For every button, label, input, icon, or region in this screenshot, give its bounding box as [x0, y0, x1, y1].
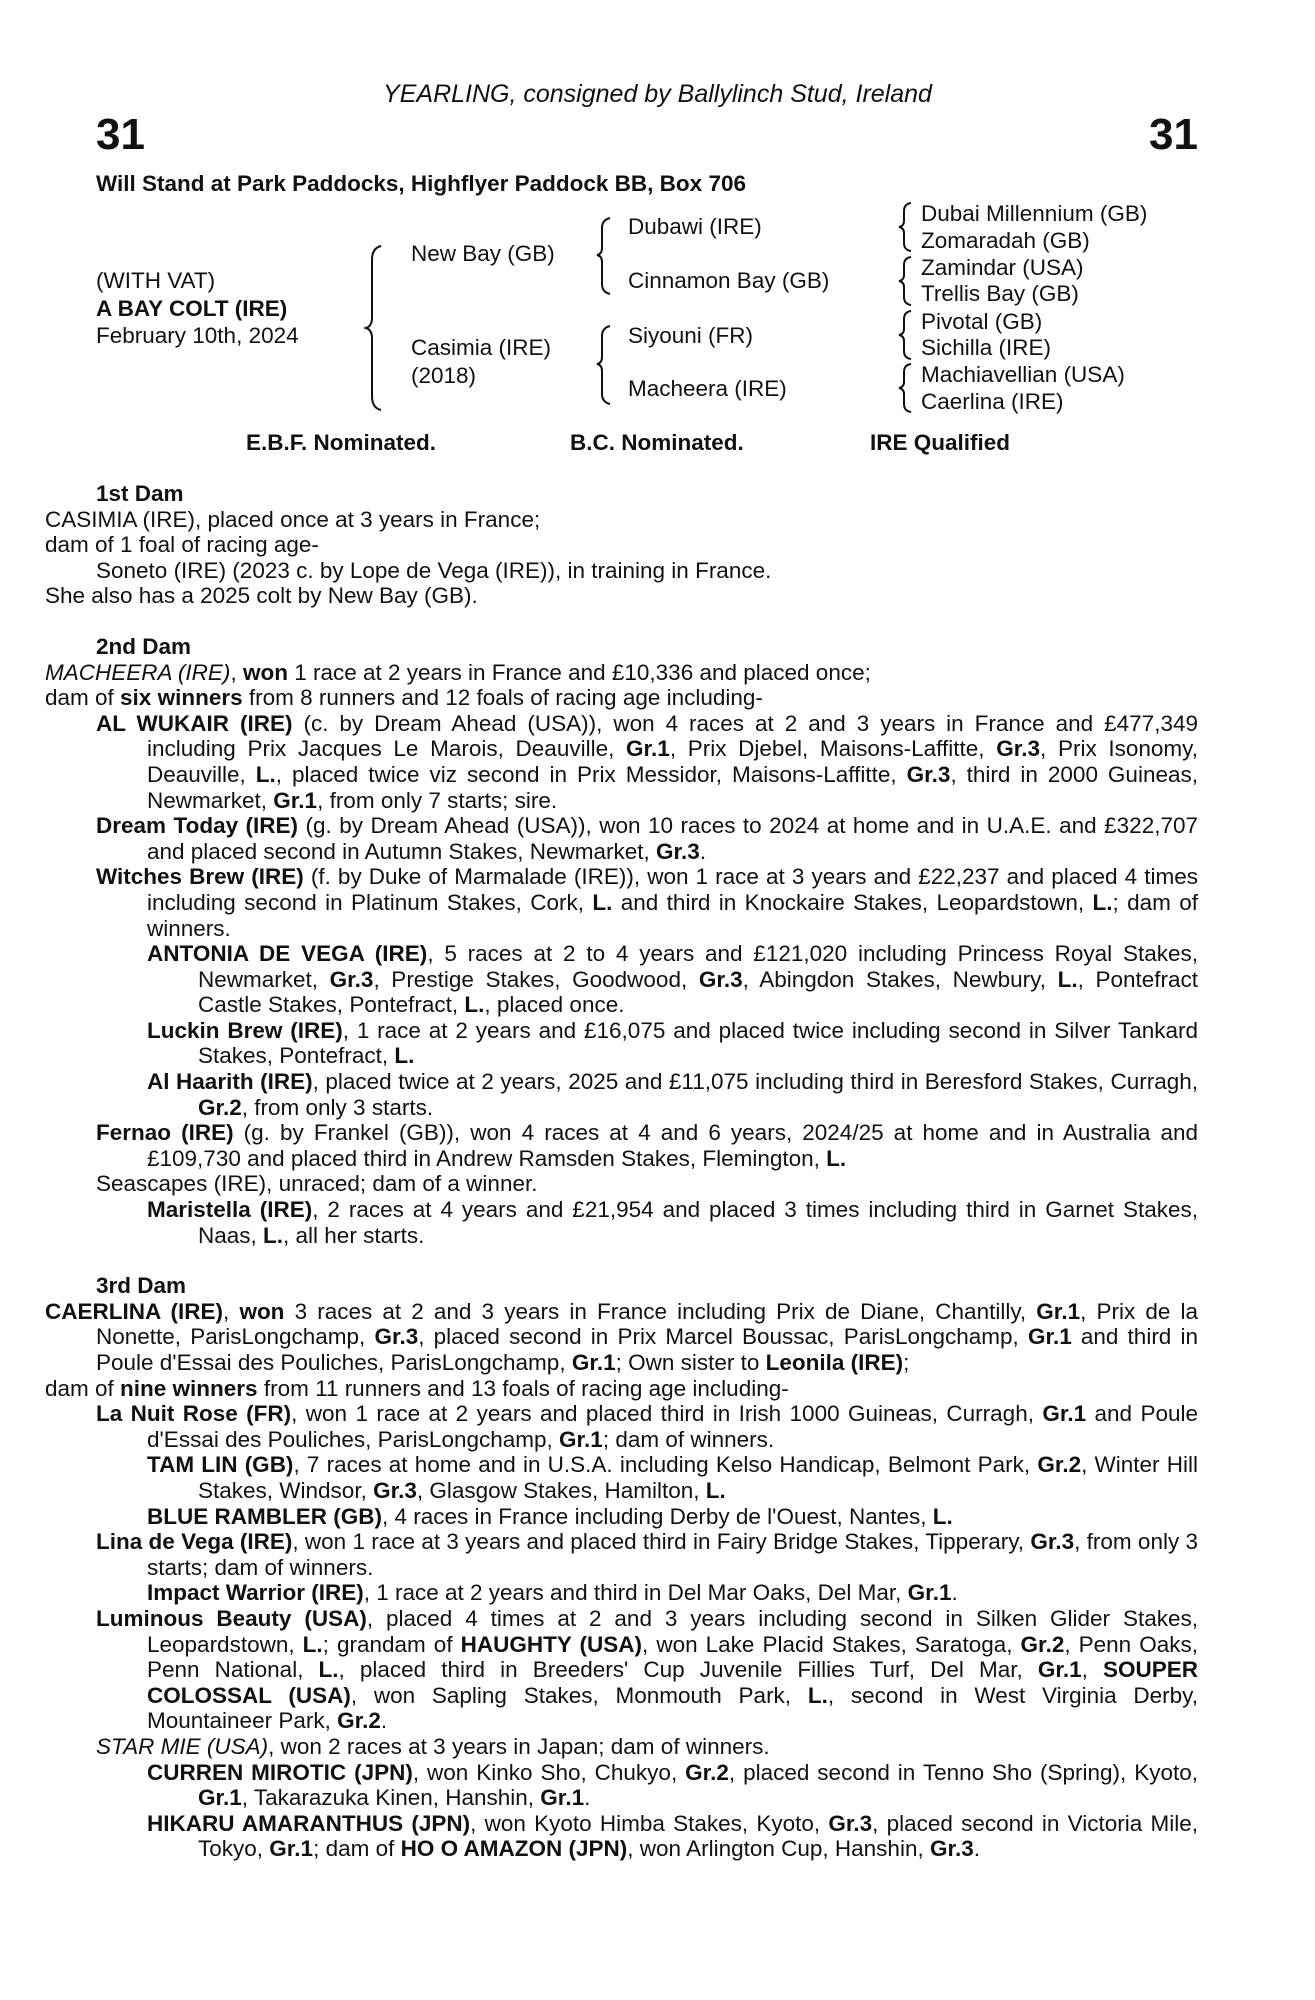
bold-text: TAM LIN (GB)	[147, 1452, 294, 1478]
produce-entry	[45, 660, 1198, 686]
nomination-ebf: E.B.F. Nominated.	[246, 430, 437, 455]
bold-text: L.	[318, 1657, 339, 1683]
bold-text: Dream Today (IRE)	[96, 813, 299, 839]
text-run: 1 race at 2 years in France and £10,336 and placed once;	[287, 659, 871, 685]
bold-text: Gr.1	[273, 787, 318, 813]
bold-text: Gr.2	[198, 1094, 242, 1120]
text-run: ;	[903, 1350, 910, 1375]
bold-text: CURREN MIROTIC (JPN)	[147, 1759, 413, 1785]
bold-text: L.	[255, 761, 276, 787]
text-run: , placed second in Tenno Sho (Spring), Kyoto,	[728, 1759, 1198, 1785]
pedigree-brackets	[0, 0, 1315, 450]
bold-text: Gr.1	[1036, 1298, 1081, 1324]
bold-text: Gr.3	[374, 1324, 419, 1350]
produce-entry	[45, 1580, 1198, 1606]
produce-entry	[45, 558, 1198, 584]
text-run: , won Sapling Stakes, Monmouth Park,	[350, 1682, 808, 1708]
dam-sire: Siyouni (FR)	[628, 323, 754, 348]
text-run: , 4 races in France including Derby de l'Ouest, Nantes,	[381, 1503, 933, 1529]
bold-text: Gr.3	[1030, 1529, 1075, 1555]
section-heading: 3rd Dam	[96, 1273, 187, 1299]
section-heading: 1st Dam	[96, 481, 184, 506]
produce-entry	[45, 1401, 1198, 1452]
bold-text: Leonila (IRE)	[765, 1350, 904, 1375]
text-run: .	[584, 1785, 591, 1811]
text-run: ; dam of winners.	[147, 889, 1198, 941]
bold-text: L.	[1092, 889, 1113, 915]
sire-dam: Cinnamon Bay (GB)	[628, 268, 830, 293]
text-run: and third in Knockaire Stakes, Leopardstown,	[612, 889, 1093, 915]
text-run: 3 races at 2 and 3 years in France including Prix de Diane, Chantilly,	[284, 1298, 1037, 1324]
text-run: ,	[230, 659, 243, 685]
bold-text: won	[242, 659, 288, 685]
produce-entry	[45, 1197, 1198, 1248]
produce-entry	[45, 1811, 1198, 1862]
text-run: , all her starts.	[283, 1222, 425, 1248]
produce-entry	[45, 1069, 1198, 1120]
great-grandparent: Machiavellian (USA)	[921, 362, 1125, 387]
text-run: .	[951, 1580, 958, 1606]
bold-text: Impact Warrior (IRE)	[147, 1580, 364, 1606]
bold-text: HO O AMAZON (JPN)	[400, 1836, 628, 1862]
text-run: , from only 3 starts.	[241, 1094, 434, 1120]
bold-text: Gr.1	[571, 1350, 616, 1375]
produce-entry	[45, 507, 1198, 533]
dam-year: (2018)	[411, 363, 477, 388]
bold-text: Gr.2	[1020, 1631, 1065, 1657]
bold-text: L.	[394, 1043, 415, 1069]
bold-text: Fernao (IRE)	[96, 1120, 234, 1146]
italic-text: STAR MIE (USA)	[96, 1733, 269, 1759]
bold-text: Gr.1	[1042, 1401, 1087, 1427]
text-run: (f. by Duke of Marmalade (IRE)), won 1 race at 3 years and £22,237 and placed 4 times including second in Platinum Stakes, Cork,	[147, 864, 1198, 915]
bold-text: La Nuit Rose (FR)	[96, 1401, 292, 1427]
text-run: , won Kyoto Himba Stakes, Kyoto,	[470, 1810, 829, 1836]
produce-entry	[45, 1529, 1198, 1580]
text-run: , 1 race at 2 years and third in Del Mar Oaks, Del Mar,	[363, 1580, 908, 1606]
text-run: , placed twice at 2 years, 2025 and £11,075 including third in Beresford Stakes, Curragh,	[312, 1069, 1198, 1095]
bold-text: Gr.3	[373, 1477, 417, 1503]
text-run: , won 1 race at 2 years and placed third in Irish 1000 Guineas, Curragh,	[291, 1401, 1043, 1427]
bold-text: HAUGHTY (USA)	[460, 1631, 643, 1657]
text-run: .	[380, 1708, 388, 1734]
bold-text: Gr.2	[337, 1708, 381, 1734]
text-run: and third in Poule d'Essai des Pouliches, ParisLongchamp,	[96, 1324, 1198, 1375]
bold-text: Gr.1	[907, 1580, 952, 1606]
text-run: , placed 4 times at 2 and 3 years including second in Silken Glider Stakes, Leopardstown,	[147, 1605, 1198, 1657]
brace-ggp-2	[899, 257, 911, 305]
brace-ggp-3	[899, 311, 911, 359]
section-1st-dam	[45, 481, 1198, 609]
text-run: , Prix Isonomy, Deauville,	[147, 736, 1198, 787]
produce-entry	[45, 1452, 1198, 1503]
bold-text: Gr.1	[1037, 1657, 1082, 1683]
text-run: , Prix Djebel, Maisons-Laffitte,	[669, 736, 997, 762]
bold-text: Al Haarith (IRE)	[147, 1069, 313, 1095]
great-grandparent: Trellis Bay (GB)	[921, 281, 1079, 306]
nomination-ire: IRE Qualified	[870, 430, 1011, 455]
text-run: , Prix de la Nonette, ParisLongchamp,	[96, 1298, 1199, 1350]
bold-text: nine winners	[120, 1375, 258, 1401]
text-run: , placed twice viz second in Prix Messidor, Maisons-Laffitte,	[275, 761, 907, 787]
text-run: , second in West Virginia Derby, Mountaineer Park,	[147, 1682, 1198, 1734]
bold-text: BLUE RAMBLER (GB)	[147, 1503, 382, 1529]
text-run: , won Lake Placid Stakes, Saratoga,	[642, 1631, 1021, 1657]
bold-text: L.	[705, 1477, 726, 1503]
lot-number-right: 31	[1149, 110, 1198, 159]
bold-text: Gr.1	[1027, 1324, 1072, 1350]
sire: New Bay (GB)	[411, 241, 555, 266]
bold-text: Gr.1	[540, 1785, 585, 1811]
bold-text: six winners	[120, 685, 243, 711]
bold-text: L.	[464, 992, 485, 1018]
text-run: , placed once.	[484, 992, 625, 1018]
bold-text: L.	[826, 1145, 847, 1171]
produce-entry	[45, 1018, 1198, 1069]
text-run: Soneto (IRE) (2023 c. by Lope de Vega (IRE)), in training in France.	[96, 557, 772, 583]
brace-ggp-1	[899, 203, 911, 251]
text-run: , Winter Hill Stakes, Windsor,	[198, 1452, 1198, 1503]
brace-sire	[597, 218, 610, 294]
text-run: (g. by Frankel (GB)), won 4 races at 4 and 6 years, 2024/25 at home and in Australia and £109,730 and placed third in Andrew Ramsden Stakes, Flemington,	[147, 1120, 1198, 1171]
text-run: , won 1 race at 3 years and placed third in Fairy Bridge Stakes, Tipperary,	[292, 1529, 1031, 1555]
nomination-bc: B.C. Nominated.	[570, 430, 744, 455]
produce-entry	[45, 1734, 1198, 1760]
text-run: , placed second in Victoria Mile, Tokyo,	[198, 1810, 1199, 1862]
text-run: , won Kinko Sho, Chukyo,	[412, 1759, 686, 1785]
great-grandparent: Pivotal (GB)	[921, 309, 1043, 334]
text-run: , 2 races at 4 years and £21,954 and placed 3 times including third in Garnet Stakes, Naas,	[198, 1197, 1198, 1248]
text-run: , from only 7 starts; sire.	[317, 787, 558, 813]
produce-entry	[45, 685, 1198, 711]
text-run: , Pontefract Castle Stakes, Pontefract,	[198, 966, 1199, 1018]
bold-text: Gr.1	[626, 736, 670, 762]
bold-text: Gr.3	[906, 761, 951, 787]
section-heading: 2nd Dam	[96, 633, 192, 659]
text-run: , Penn Oaks, Penn National,	[147, 1631, 1198, 1683]
text-run: from 11 runners and 13 foals of racing age including-	[257, 1375, 789, 1401]
produce-entry	[45, 1299, 1198, 1376]
bold-text: Gr.3	[656, 838, 700, 864]
great-grandparent: Zamindar (USA)	[921, 255, 1084, 280]
text-run: ,	[223, 1298, 240, 1324]
text-run: , Takarazuka Kinen, Hanshin,	[241, 1785, 541, 1811]
bold-text: L.	[592, 889, 613, 915]
sire-sire: Dubawi (IRE)	[628, 214, 762, 239]
text-run: .	[699, 838, 707, 864]
text-run: from 8 runners and 12 foals of racing age including-	[242, 685, 763, 711]
text-run: , from only 3 starts; dam of winners.	[147, 1529, 1198, 1580]
section-3rd-dam	[45, 1273, 1199, 1862]
brace-dam	[597, 326, 610, 404]
great-grandparent: Caerlina (IRE)	[921, 389, 1064, 414]
text-run: , won 2 races at 3 years in Japan; dam of winners.	[268, 1733, 770, 1759]
produce-entry	[45, 1504, 1198, 1530]
stand-location: Will Stand at Park Paddocks, Highflyer Paddock BB, Box 706	[96, 171, 746, 196]
text-run: ; dam of winners.	[602, 1426, 775, 1452]
produce-entry	[45, 583, 1198, 609]
text-run: ,	[1081, 1657, 1103, 1683]
bold-text: Gr.1	[269, 1836, 314, 1862]
text-run: and Poule d'Essai des Pouliches, ParisLongchamp,	[147, 1401, 1199, 1452]
text-run: dam of 1 foal of racing age-	[45, 532, 319, 558]
produce-entry	[45, 1171, 1198, 1197]
horse-name: A BAY COLT (IRE)	[96, 296, 288, 321]
text-run: ; dam of	[313, 1836, 401, 1862]
bold-text: Luminous Beauty (USA)	[96, 1605, 367, 1631]
text-run: , 5 races at 2 to 4 years and £121,020 including Princess Royal Stakes, Newmarket,	[198, 941, 1198, 992]
produce-entry	[45, 711, 1198, 813]
produce-entry	[45, 532, 1198, 558]
section-2nd-dam	[45, 633, 1199, 1248]
bold-text: Gr.3	[329, 966, 374, 992]
bold-text: Lina de Vega (IRE)	[96, 1529, 293, 1555]
bold-text: Gr.2	[685, 1759, 729, 1785]
text-run: , Abingdon Stakes, Newbury,	[742, 966, 1058, 992]
bold-text: Gr.3	[698, 966, 743, 992]
text-run: ; Own sister to	[615, 1350, 766, 1375]
text-run: , placed second in Prix Marcel Boussac, ParisLongchamp,	[418, 1324, 1028, 1350]
text-run: , won Arlington Cup, Hanshin,	[627, 1836, 930, 1862]
bold-text: HIKARU AMARANTHUS (JPN)	[147, 1810, 471, 1836]
bold-text: AL WUKAIR (IRE)	[96, 710, 293, 736]
dam: Casimia (IRE)	[411, 335, 552, 360]
produce-entry	[45, 864, 1198, 941]
bold-text: Gr.1	[198, 1785, 242, 1811]
text-run: dam of	[45, 685, 121, 711]
dam-sections	[45, 481, 1199, 1887]
vat-note: (WITH VAT)	[96, 268, 216, 293]
bold-text: L.	[807, 1682, 828, 1708]
produce-entry	[45, 1760, 1198, 1811]
text-run: .	[973, 1836, 981, 1862]
text-run: CASIMIA (IRE), placed once at 3 years in France;	[45, 506, 541, 532]
text-run: ; grandam of	[322, 1631, 461, 1657]
bold-text: Gr.1	[559, 1426, 603, 1452]
produce-entry	[45, 1376, 1198, 1402]
bold-text: Gr.2	[1037, 1452, 1082, 1478]
bold-text: Gr.3	[828, 1810, 873, 1836]
bold-text: Witches Brew (IRE)	[96, 864, 304, 890]
consignor-line: YEARLING, consigned by Ballylinch Stud, Ireland	[383, 80, 932, 108]
bold-text: Gr.3	[996, 736, 1041, 762]
great-grandparent: Sichilla (IRE)	[921, 335, 1052, 360]
produce-entry	[45, 1120, 1198, 1171]
produce-entry	[45, 1606, 1198, 1734]
bold-text: SOUPER COLOSSAL (USA)	[147, 1657, 1198, 1708]
bold-text: won	[239, 1298, 285, 1324]
text-run: , third in 2000 Guineas, Newmarket,	[147, 761, 1198, 813]
text-run: (c. by Dream Ahead (USA)), won 4 races at 2 and 3 years in France and £477,349 including Prix Jacques Le Marois, Deauville,	[147, 710, 1198, 762]
produce-entry	[45, 941, 1198, 1018]
bold-text: Gr.3	[929, 1836, 974, 1862]
bold-text: Luckin Brew (IRE)	[147, 1017, 343, 1043]
bold-text: L.	[263, 1222, 284, 1248]
text-run: , 7 races at home and in U.S.A. including Kelso Handicap, Belmont Park,	[293, 1452, 1038, 1478]
dam-dam: Macheera (IRE)	[628, 376, 787, 401]
bold-text: L.	[302, 1631, 323, 1657]
text-run: She also has a 2025 colt by New Bay (GB).	[45, 583, 478, 609]
text-run: (g. by Dream Ahead (USA)), won 10 races to 2024 at home and in U.A.E. and £322,707 and placed second in Autumn Stakes, Newmarket,	[147, 813, 1198, 864]
text-run: , Prestige Stakes, Goodwood,	[373, 966, 699, 992]
brace-ggp-4	[899, 364, 911, 412]
lot-number-left: 31	[96, 110, 145, 159]
text-run: , placed third in Breeders' Cup Juvenile Fillies Turf, Del Mar,	[338, 1657, 1038, 1683]
italic-text: MACHEERA (IRE)	[45, 659, 231, 685]
text-run: dam of	[45, 1375, 121, 1401]
text-run: , Glasgow Stakes, Hamilton,	[416, 1477, 706, 1503]
bold-text: Maristella (IRE)	[147, 1197, 313, 1223]
great-grandparent: Zomaradah (GB)	[921, 228, 1090, 253]
bold-text: L.	[932, 1503, 953, 1529]
text-run: Seascapes (IRE), unraced; dam of a winner.	[96, 1171, 538, 1197]
brace-generation-1	[366, 246, 381, 410]
text-run: , 1 race at 2 years and £16,075 and placed twice including second in Silver Tankard Stakes, Pontefract,	[198, 1017, 1198, 1069]
foaling-date: February 10th, 2024	[96, 323, 299, 348]
bold-text: L.	[1057, 966, 1078, 992]
bold-text: ANTONIA DE VEGA (IRE)	[147, 941, 428, 967]
great-grandparent: Dubai Millennium (GB)	[921, 201, 1148, 226]
bold-text: CAERLINA (IRE)	[45, 1298, 224, 1324]
produce-entry	[45, 813, 1198, 864]
